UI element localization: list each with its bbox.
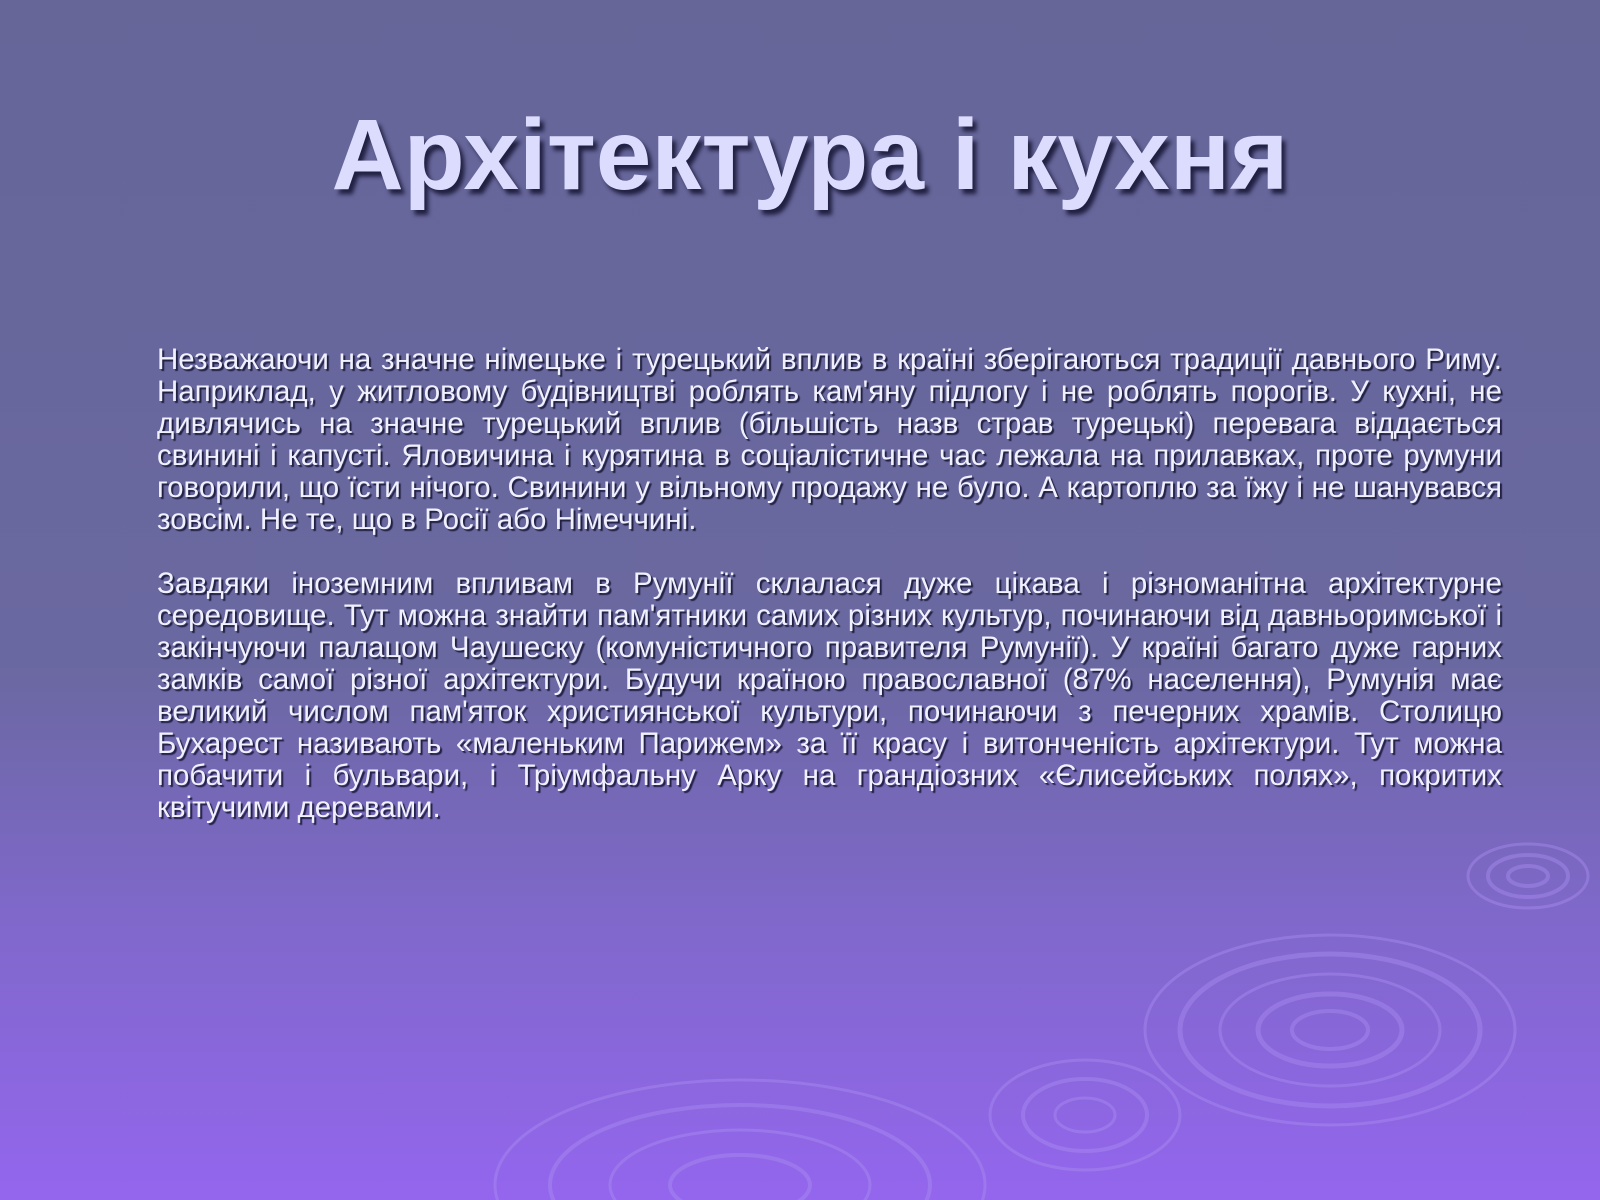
ripple-ring xyxy=(610,1130,870,1200)
ripple-ring xyxy=(670,1155,810,1200)
ripple-ring xyxy=(1023,1079,1147,1151)
ripple-ring xyxy=(550,1105,930,1200)
ripple-ring xyxy=(1488,855,1568,897)
slide-body xyxy=(157,344,1502,824)
ripple-ring xyxy=(1258,994,1402,1066)
ripple-ring xyxy=(1292,1011,1368,1049)
slide-title: Архітектура і кухня xyxy=(331,99,1289,211)
ripple-ring xyxy=(495,1080,985,1200)
ripple-ring xyxy=(1220,974,1440,1086)
ripple-ring xyxy=(1508,866,1548,886)
paragraph-cuisine: Незважаючи на значне німецьке і турецький вплив в країні зберігаються традиції давнього Риму. Наприклад, у житловому будівництві роблять кам'яну підлогу і не роблять порогів. У кухні, не дивлячись на значне турецький вплив (більшість назв страв турецькі) перевага віддається свинині і капусті. Яловичина і курятина в соціалістичне час лежала на прилавках, проте румуни говорили, що їсти нічого. Свинини у вільному продажу не було. А картоплю за їжу і не шанувався зовсім. Не те, що в Росії або Німеччині. xyxy=(157,343,1502,536)
ripple-ring xyxy=(990,1060,1180,1170)
ripple-ring xyxy=(1055,1098,1115,1132)
ripple-ring xyxy=(1180,954,1480,1106)
ripple-ring xyxy=(1145,935,1515,1125)
paragraph-architecture: Завдяки іноземним впливам в Румунії склалася дуже цікава і різноманітна архітектурне середовище. Тут можна знайти пам'ятники самих різних культур, починаючи від давньоримської і закінчуючи палацом Чаушеску (комуністичного правителя Румунії). У країні багато дуже гарних замків самої різної архітектури. Будучи країною православної (87% населення), Румунія має великий числом пам'яток християнської культури, починаючи з печерних храмів. Столицю Бухарест називають «маленьким Парижем» за її красу і витонченість архітектури. Тут можна побачити і бульвари, і Тріумфальну Арку на грандіозних «Єлисейських полях», покритих квітучими деревами. xyxy=(157,567,1502,824)
